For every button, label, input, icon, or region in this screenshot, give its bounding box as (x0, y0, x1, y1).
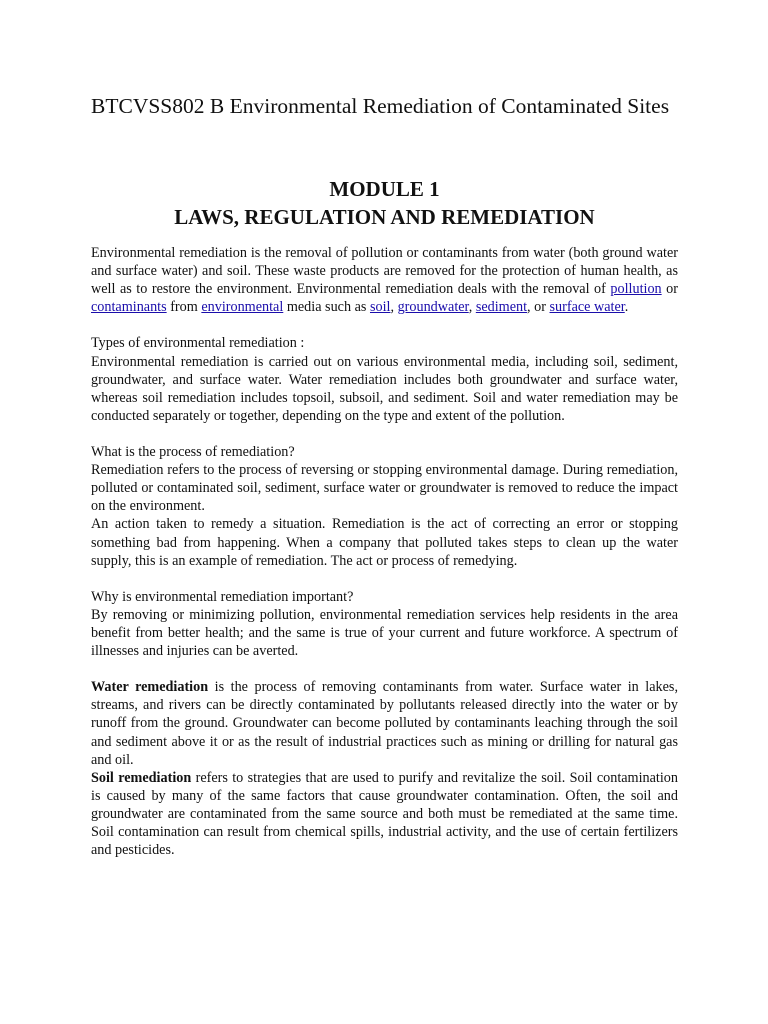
intro-comma-or: , or (527, 299, 550, 316)
soil-remediation-term: Soil remediation (91, 769, 192, 786)
link-soil[interactable]: soil (369, 299, 391, 316)
link-surface-water[interactable]: surface water (549, 299, 625, 316)
link-groundwater[interactable]: groundwater (397, 299, 469, 316)
course-title: BTCVSS802 B Environmental Remediation of Contaminated Sites (91, 94, 670, 118)
intro-text: Environmental remediation is the removal of pollution or contaminants from water (both ground water and surface water) and soil. These waste products are removed for the protection of human health, as well as to restore the environment. Environmental remediation deals with the removal of (91, 245, 678, 298)
intro-comma: , (390, 299, 398, 316)
importance-heading: Why is environmental remediation important? (91, 588, 354, 605)
water-remediation-text: is the process of removing contaminants from water. Surface water in lakes, streams, and rivers can be directly contaminated by pollutants released directly into the water or by runoff from the ground. Groundwater can become polluted by contaminants leaching through the soil and sediment above it or as the result of industrial practices such as mining or drilling for natural gas and oil. (91, 679, 678, 768)
intro-period: . (624, 299, 629, 316)
process-paragraph-2: An action taken to remedy a situation. Remediation is the act of correcting an error or stopping something bad from happening. When a company that polluted takes steps to clean up the water supply, this is an example of remediation. The act or process of remedying. (91, 516, 678, 569)
module-title: LAWS, REGULATION AND REMEDIATION (174, 205, 595, 229)
intro-paragraph (91, 244, 678, 316)
link-contaminants[interactable]: contaminants (91, 299, 167, 316)
intro-comma: , (468, 299, 476, 316)
intro-media-such-as: media such as (283, 299, 370, 316)
module-number: MODULE 1 (329, 177, 440, 201)
process-paragraph-1: Remediation refers to the process of reversing or stopping environmental damage. During remediation, polluted or contaminated soil, sediment, surface water or groundwater is removed to reduce the impact on the environment. (91, 462, 678, 515)
link-pollution[interactable]: pollution (610, 281, 662, 298)
water-remediation-paragraph (91, 678, 678, 768)
module-heading (91, 175, 678, 231)
link-sediment[interactable]: sediment (475, 299, 528, 316)
intro-from: from (166, 299, 202, 316)
soil-remediation-text: refers to strategies that are used to purify and revitalize the soil. Soil contamination is caused by many of the same factors that cause groundwater contamination. Often, the soil and groundwater are contaminated from the same source and both must be remediated at the same time. Soil contamination can result from chemical spills, industrial activity, and the use of certain fertilizers and pesticides. (91, 769, 678, 859)
importance-paragraph: By removing or minimizing pollution, environmental remediation services help residents in the area benefit from better health; and the same is true of your current and future workforce. A spectrum of illnesses and injuries can be averted. (91, 606, 678, 660)
document-body (91, 244, 678, 859)
types-heading: Types of environmental remediation : (91, 335, 305, 352)
process-heading: What is the process of remediation? (91, 444, 295, 461)
soil-remediation-paragraph (91, 769, 678, 859)
intro-or: or (661, 281, 679, 298)
link-environmental[interactable]: environmental (201, 299, 284, 316)
water-remediation-term: Water remediation (91, 679, 209, 696)
types-paragraph: Environmental remediation is carried out on various environmental media, including soil, sediment, groundwater, and surface water. Water remediation includes both groundwater and surface water, whereas soil remediation includes topsoil, subsoil, and sediment. Soil and water remediation may be conducted separately or together, depending on the type and extent of the pollution. (91, 353, 678, 424)
